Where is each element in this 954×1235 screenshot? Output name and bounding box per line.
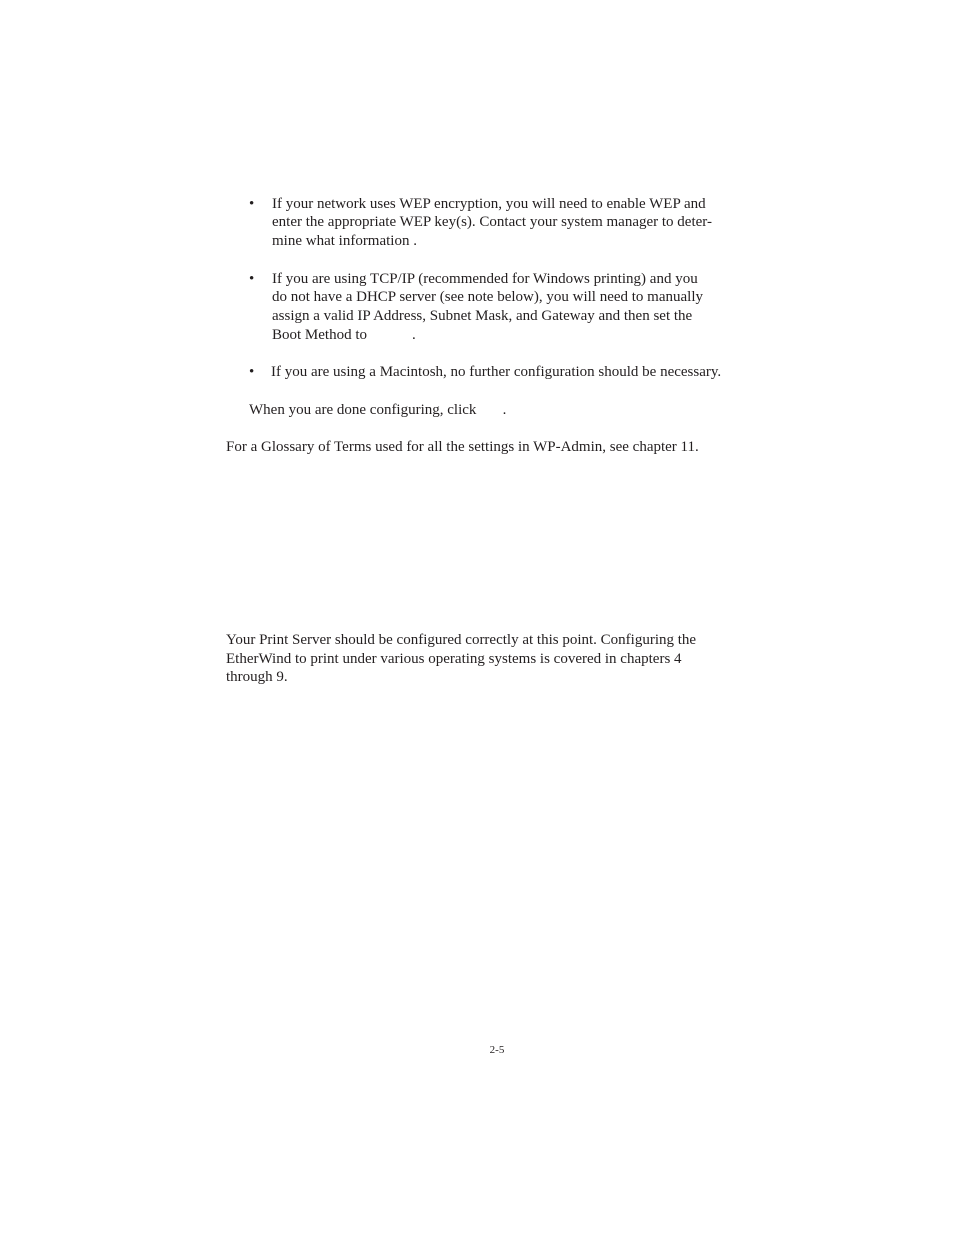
bullet-text-line: If you are using TCP/IP (recommended for Windows printing) and you [272,271,698,287]
paragraph-line: Your Print Server should be configured correctly at this point. Configuring the [226,632,697,648]
paragraph-line: EtherWind to print under various operating systems is covered in chapters 4 [226,651,682,667]
page-number: 2-5 [489,1044,505,1056]
bullet-text-line: mine what information . [272,233,417,249]
bullet-text-line: If you are using a Macintosh, no further configuration should be necessary. [271,364,722,380]
bullet-text-line: Boot Method to . [272,327,416,343]
bullet-marker: • [249,364,255,380]
bullet-text-line: do not have a DHCP server (see note below), you will need to manually [272,289,704,305]
bullet-text-line: If your network uses WEP encryption, you will need to enable WEP and [272,196,706,212]
bullet-text-line: enter the appropriate WEP key(s). Contact your system manager to deter- [272,214,712,230]
glossary-text: For a Glossary of Terms used for all the settings in WP-Admin, see chapter 11. [226,439,699,455]
paragraph-line: through 9. [226,669,288,685]
bullet-text-line: assign a valid IP Address, Subnet Mask, and Gateway and then set the [272,308,693,324]
done-configuring-text: When you are done configuring, click . [249,402,507,418]
bullet-marker: • [249,271,255,287]
bullet-marker: • [249,196,255,212]
